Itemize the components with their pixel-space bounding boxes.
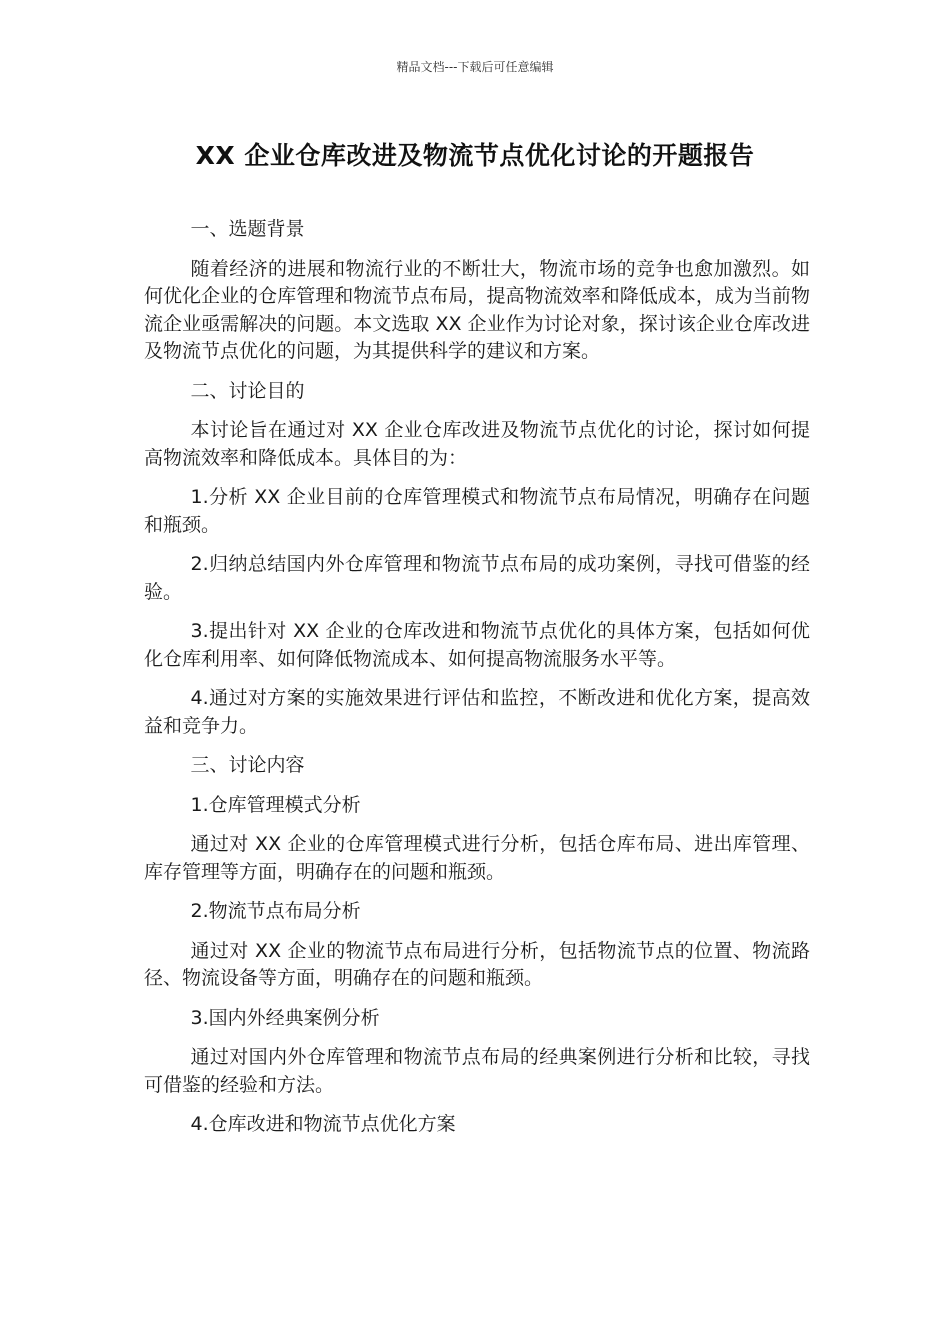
subheading-optimization-plan: 4.仓库改进和物流节点优化方案 <box>190 1113 456 1135</box>
purpose-item-2: 2.归纳总结国内外仓库管理和物流节点布局的成功案例，寻找可借鉴的经验。 <box>144 553 810 603</box>
section-heading-background: 一、选题背景 <box>190 218 305 240</box>
purpose-item-4: 4.通过对方案的实施效果进行评估和监控，不断改进和优化方案，提高效益和竞争力。 <box>144 687 810 737</box>
paragraph-node-analysis: 通过对 XX 企业的物流节点布局进行分析，包括物流节点的位置、物流路径、物流设备等方面，明确存在的问题和瓶颈。 <box>144 939 810 989</box>
purpose-item-3: 3.提出针对 XX 企业的仓库改进和物流节点优化的具体方案，包括如何优化仓库利用率、如何降低物流成本、如何提高物流服务水平等。 <box>144 620 810 670</box>
subheading-warehouse-analysis: 1.仓库管理模式分析 <box>190 793 361 816</box>
document-title: XX 企业仓库改进及物流节点优化讨论的开题报告 <box>195 141 755 170</box>
header-note: 精品文档---下载后可任意编辑 <box>396 60 554 74</box>
paragraph-case-analysis: 通过对国内外仓库管理和物流节点布局的经典案例进行分析和比较，寻找可借鉴的经验和方法。 <box>144 1046 810 1096</box>
paragraph-purpose-intro: 本讨论旨在通过对 XX 企业仓库改进及物流节点优化的讨论，探讨如何提高物流效率和降低成本。具体目的为： <box>144 419 810 469</box>
document-body <box>144 216 810 1151</box>
paragraph-background: 随着经济的进展和物流行业的不断壮大，物流市场的竞争也愈加激烈。如何优化企业的仓库管理和物流节点布局，提高物流效率和降低成本，成为当前物流企业亟需解决的问题。本文选取 XX 企业作为讨论对象，探讨该企业仓库改进及物流节点优化的问题，为其提供科学的建议和方案。 <box>144 257 810 362</box>
section-heading-content: 三、讨论内容 <box>190 754 305 776</box>
subheading-case-analysis: 3.国内外经典案例分析 <box>190 1006 380 1029</box>
purpose-item-1: 1.分析 XX 企业目前的仓库管理模式和物流节点布局情况，明确存在问题和瓶颈。 <box>144 486 810 536</box>
paragraph-warehouse-analysis: 通过对 XX 企业的仓库管理模式进行分析，包括仓库布局、进出库管理、库存管理等方面，明确存在的问题和瓶颈。 <box>144 833 810 883</box>
subheading-node-analysis: 2.物流节点布局分析 <box>190 900 361 922</box>
section-heading-purpose: 二、讨论目的 <box>190 379 305 402</box>
